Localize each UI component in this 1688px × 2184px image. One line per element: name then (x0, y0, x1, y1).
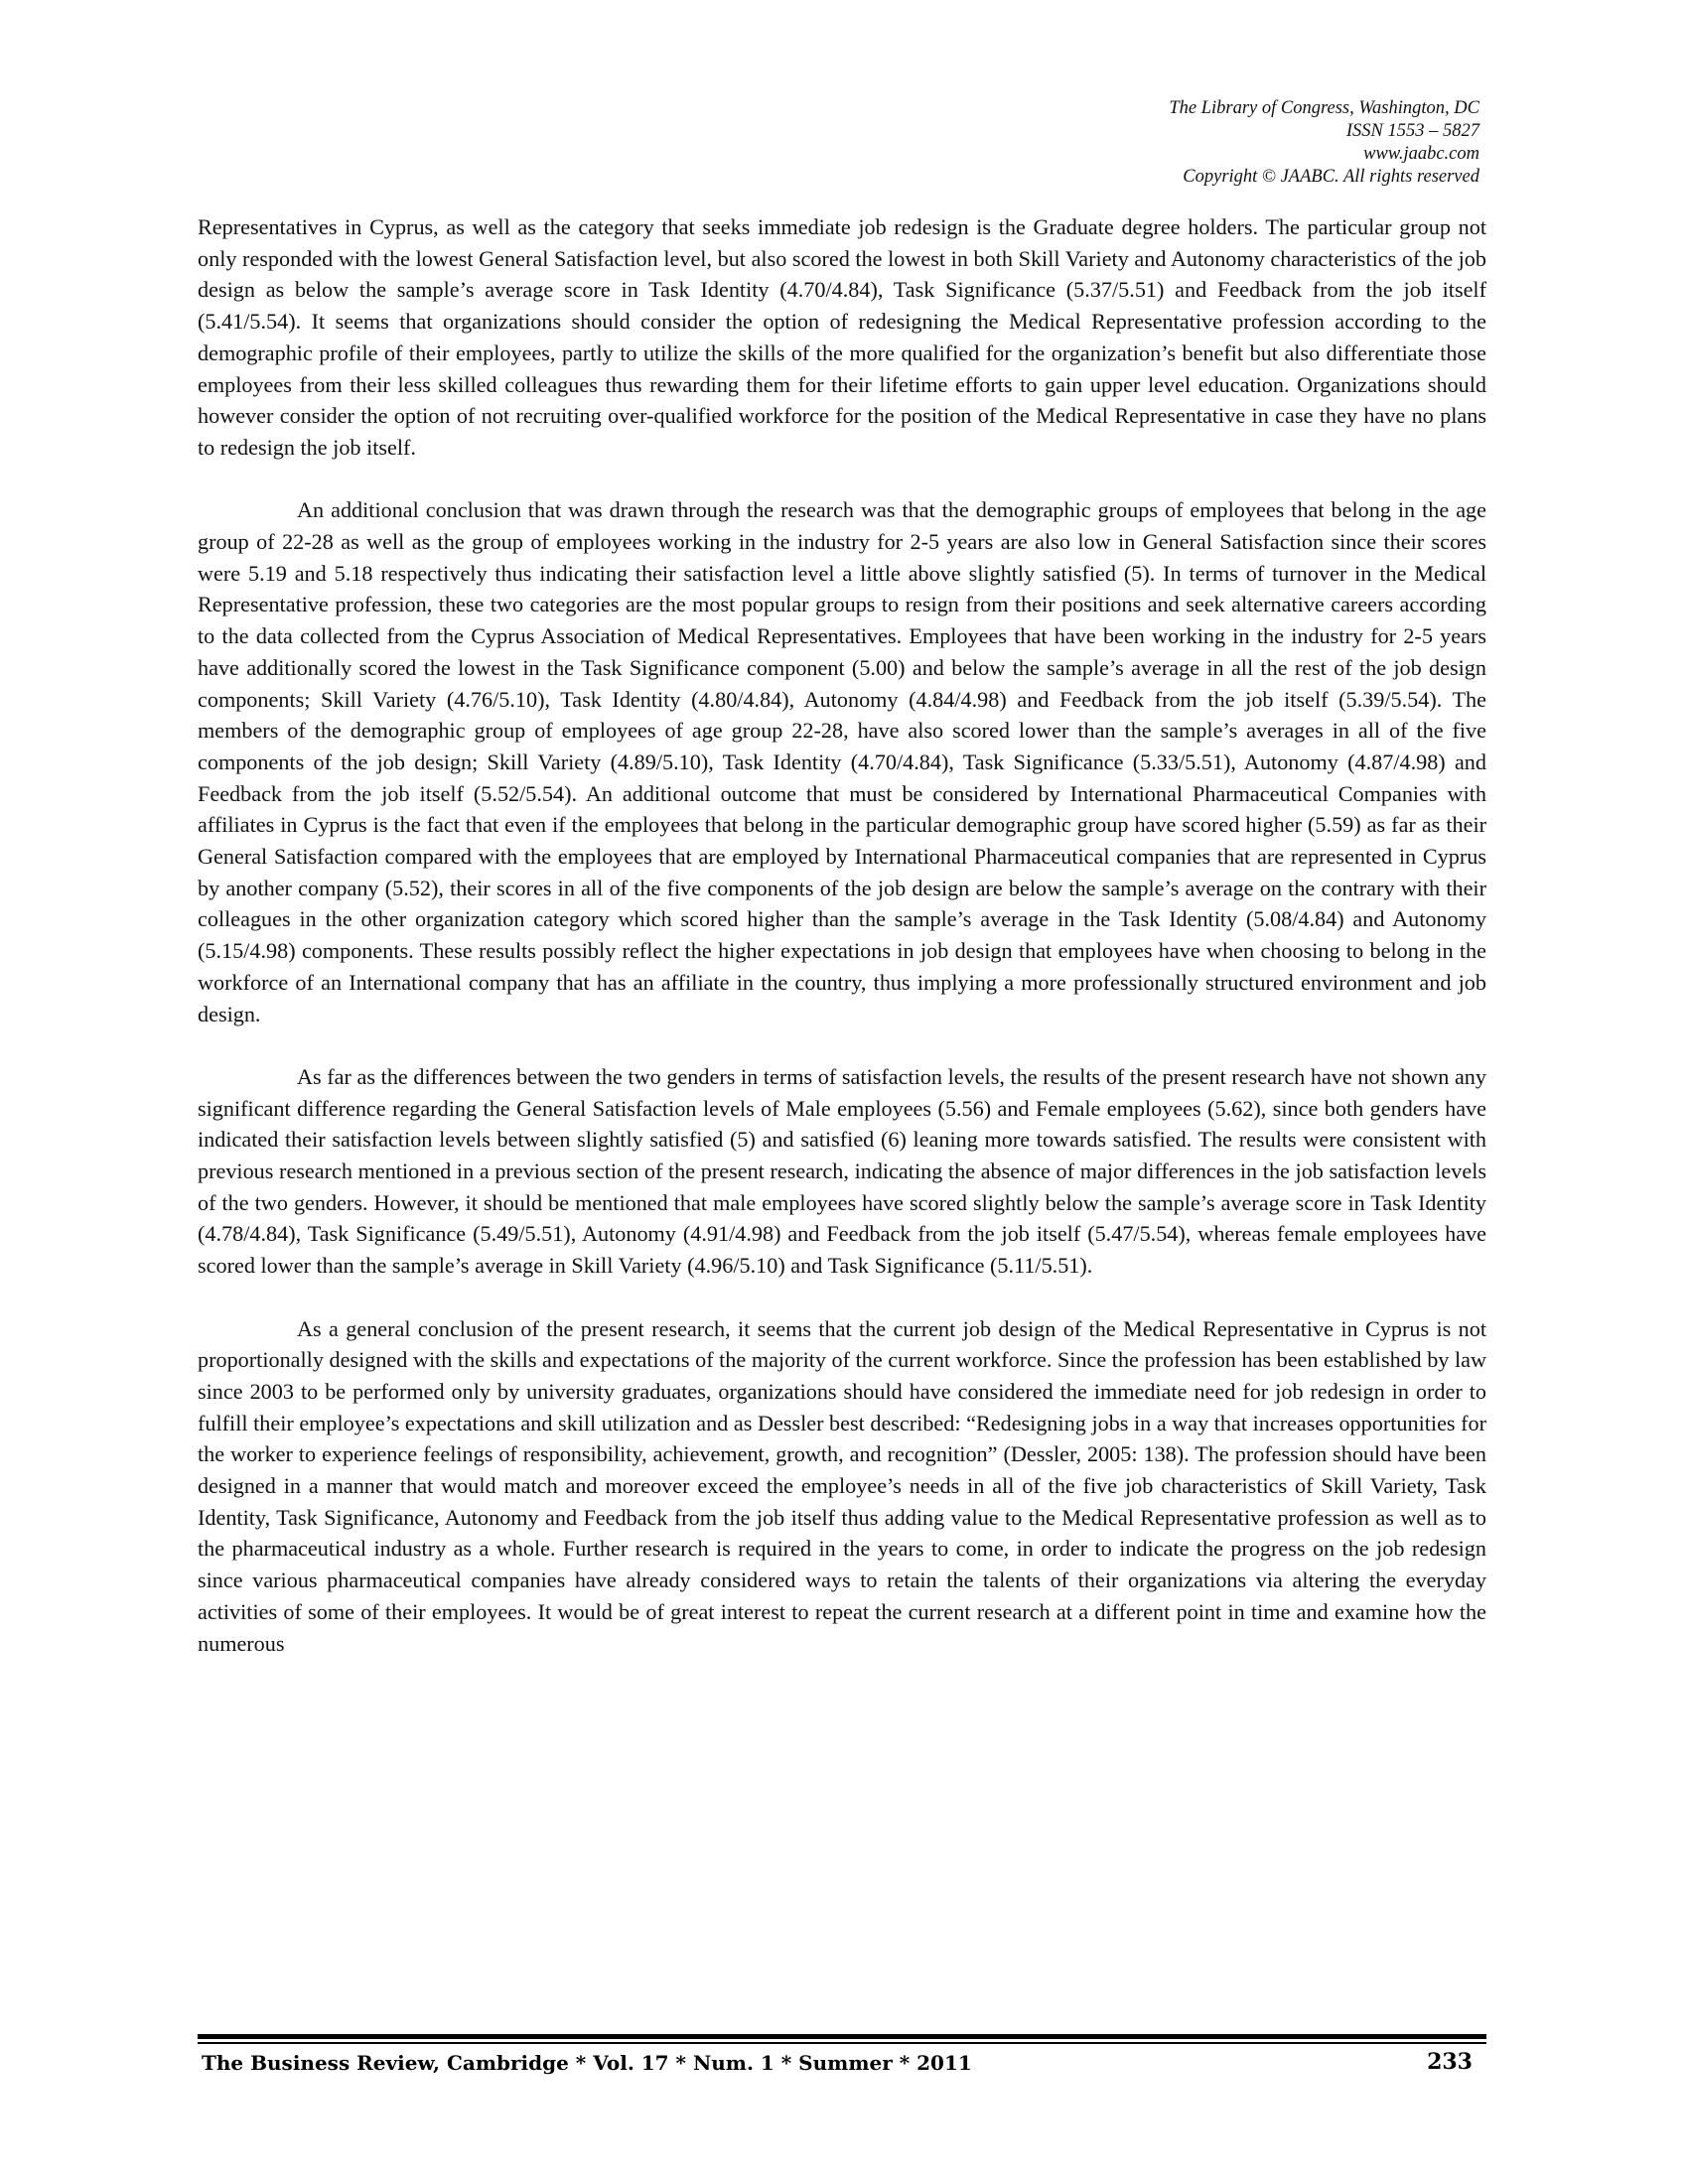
header-website-line: www.jaabc.com (1363, 144, 1479, 164)
page-number: 233 (1427, 2049, 1473, 2075)
header-issn-line: ISSN 1553 – 5827 (1345, 121, 1479, 141)
footer-rule-thick (198, 2034, 1486, 2039)
page-footer (198, 2047, 1486, 2081)
journal-header (1169, 97, 1479, 189)
article-body (198, 211, 1486, 1691)
footer-rule-thin (198, 2042, 1486, 2044)
header-library-line: The Library of Congress, Washington, DC (1169, 98, 1479, 118)
paragraph-general-conclusion: As a general conclusion of the present research, it seems that the current job design of the Medical Representative in Cyprus is not proportionally designed with the skills and expectations of the majority of the current workforce. Since the profession has been established by law since 2003 to be performed only by university graduates, organizations should have considered the immediate need for job redesign in order to fulfill their employee’s expectations and skill utilization and as Dessler best described: “Redesigning jobs in a way that increases opportunities for the worker to experience feelings of responsibility, achievement, growth, and recognition” (Dessler, 2005: 138). The profession should have been designed in a manner that would match and moreover exceed the employee’s needs in all of the five job characteristics of Skill Variety, Task Identity, Task Significance, Autonomy and Feedback from the job itself thus adding value to the Medical Representative profession as well as to the pharmaceutical industry as a whole. Further research is required in the years to come, in order to indicate the progress on the job redesign since various pharmaceutical companies have already considered ways to retain the talents of their organizations via altering the everyday activities of some of their employees. It would be of great interest to repeat the current research at a different point in time and examine how the numerous (198, 1315, 1486, 1656)
header-copyright-line: Copyright © JAABC. All rights reserved (1183, 167, 1479, 187)
paragraph-gender: As far as the differences between the two genders in terms of satisfaction levels, the results of the present research have not shown any significant difference regarding the General Satisfaction levels of Male employees (5.56) and Female employees (5.62), since both genders have indicated their satisfaction levels between slightly satisfied (5) and satisfied (6) leaning more towards satisfied. The results were consistent with previous research mentioned in a previous section of the present research, indicating the absence of major differences in the job satisfaction levels of the two genders. However, it should be mentioned that male employees have scored slightly below the sample’s average score in Task Identity (4.78/4.84), Task Significance (5.49/5.51), Autonomy (4.91/4.98) and Feedback from the job itself (5.47/5.54), whereas female employees have scored lower than the sample’s average in Skill Variety (4.96/5.10) and Task Significance (5.11/5.51). (198, 1063, 1486, 1279)
footer-journal-citation: The Business Review, Cambridge * Vol. 17 * Num. 1 * Summer * 2011 (202, 2051, 972, 2075)
paragraph-continued: Representatives in Cyprus, as well as the category that seeks immediate job redesign is the Graduate degree holders. The particular group not only responded with the lowest General Satisfaction level, but also scored the lowest in both Skill Variety and Autonomy characteristics of the job design as below the sample’s average score in Task Identity (4.70/4.84), Task Significance (5.37/5.51) and Feedback from the job itself (5.41/5.54). It seems that organizations should consider the option of redesigning the Medical Representative profession according to the demographic profile of their employees, partly to utilize the skills of the more qualified for the organization’s benefit but also differentiate those employees from their less skilled colleagues thus rewarding them for their lifetime efforts to gain upper level education. Organizations should however consider the option of not recruiting over-qualified workforce for the position of the Medical Representative in case they have no plans to redesign the job itself. (198, 214, 1486, 460)
paragraph-age-tenure: An additional conclusion that was drawn through the research was that the demographic groups of employees that belong in the age group of 22-28 as well as the group of employees working in the industry for 2-5 years are also low in General Satisfaction since their scores were 5.19 and 5.18 respectively thus indicating their satisfaction level a little above slightly satisfied (5). In terms of turnover in the Medical Representative profession, these two categories are the most popular groups to resign from their positions and seek alternative careers according to the data collected from the Cyprus Association of Medical Representatives. Employees that have been working in the industry for 2-5 years have additionally scored the lowest in the Task Significance component (5.00) and below the sample’s average in all the rest of the job design components; Skill Variety (4.76/5.10), Task Identity (4.80/4.84), Autonomy (4.84/4.98) and Feedback from the job itself (5.39/5.54). The members of the demographic group of employees of age group 22-28, have also scored lower than the sample’s averages in all of the five components of the job design; Skill Variety (4.89/5.10), Task Identity (4.70/4.84), Task Significance (5.33/5.51), Autonomy (4.87/4.98) and Feedback from the job itself (5.52/5.54). An additional outcome that must be considered by International Pharmaceutical Companies with affiliates in Cyprus is the fact that even if the employees that belong in the particular demographic group have scored higher (5.59) as far as their General Satisfaction compared with the employees that are employed by International Pharmaceutical companies that are represented in Cyprus by another company (5.52), their scores in all of the five components of the job design are below the sample’s average on the contrary with their colleagues in the other organization category which scored higher than the sample’s average in the Task Identity (5.08/4.84) and Autonomy (5.15/4.98) components. These results possibly reflect the higher expectations in job design that employees have when choosing to belong in the workforce of an International company that has an affiliate in the country, thus implying a more professionally structured environment and job design. (198, 497, 1486, 1026)
